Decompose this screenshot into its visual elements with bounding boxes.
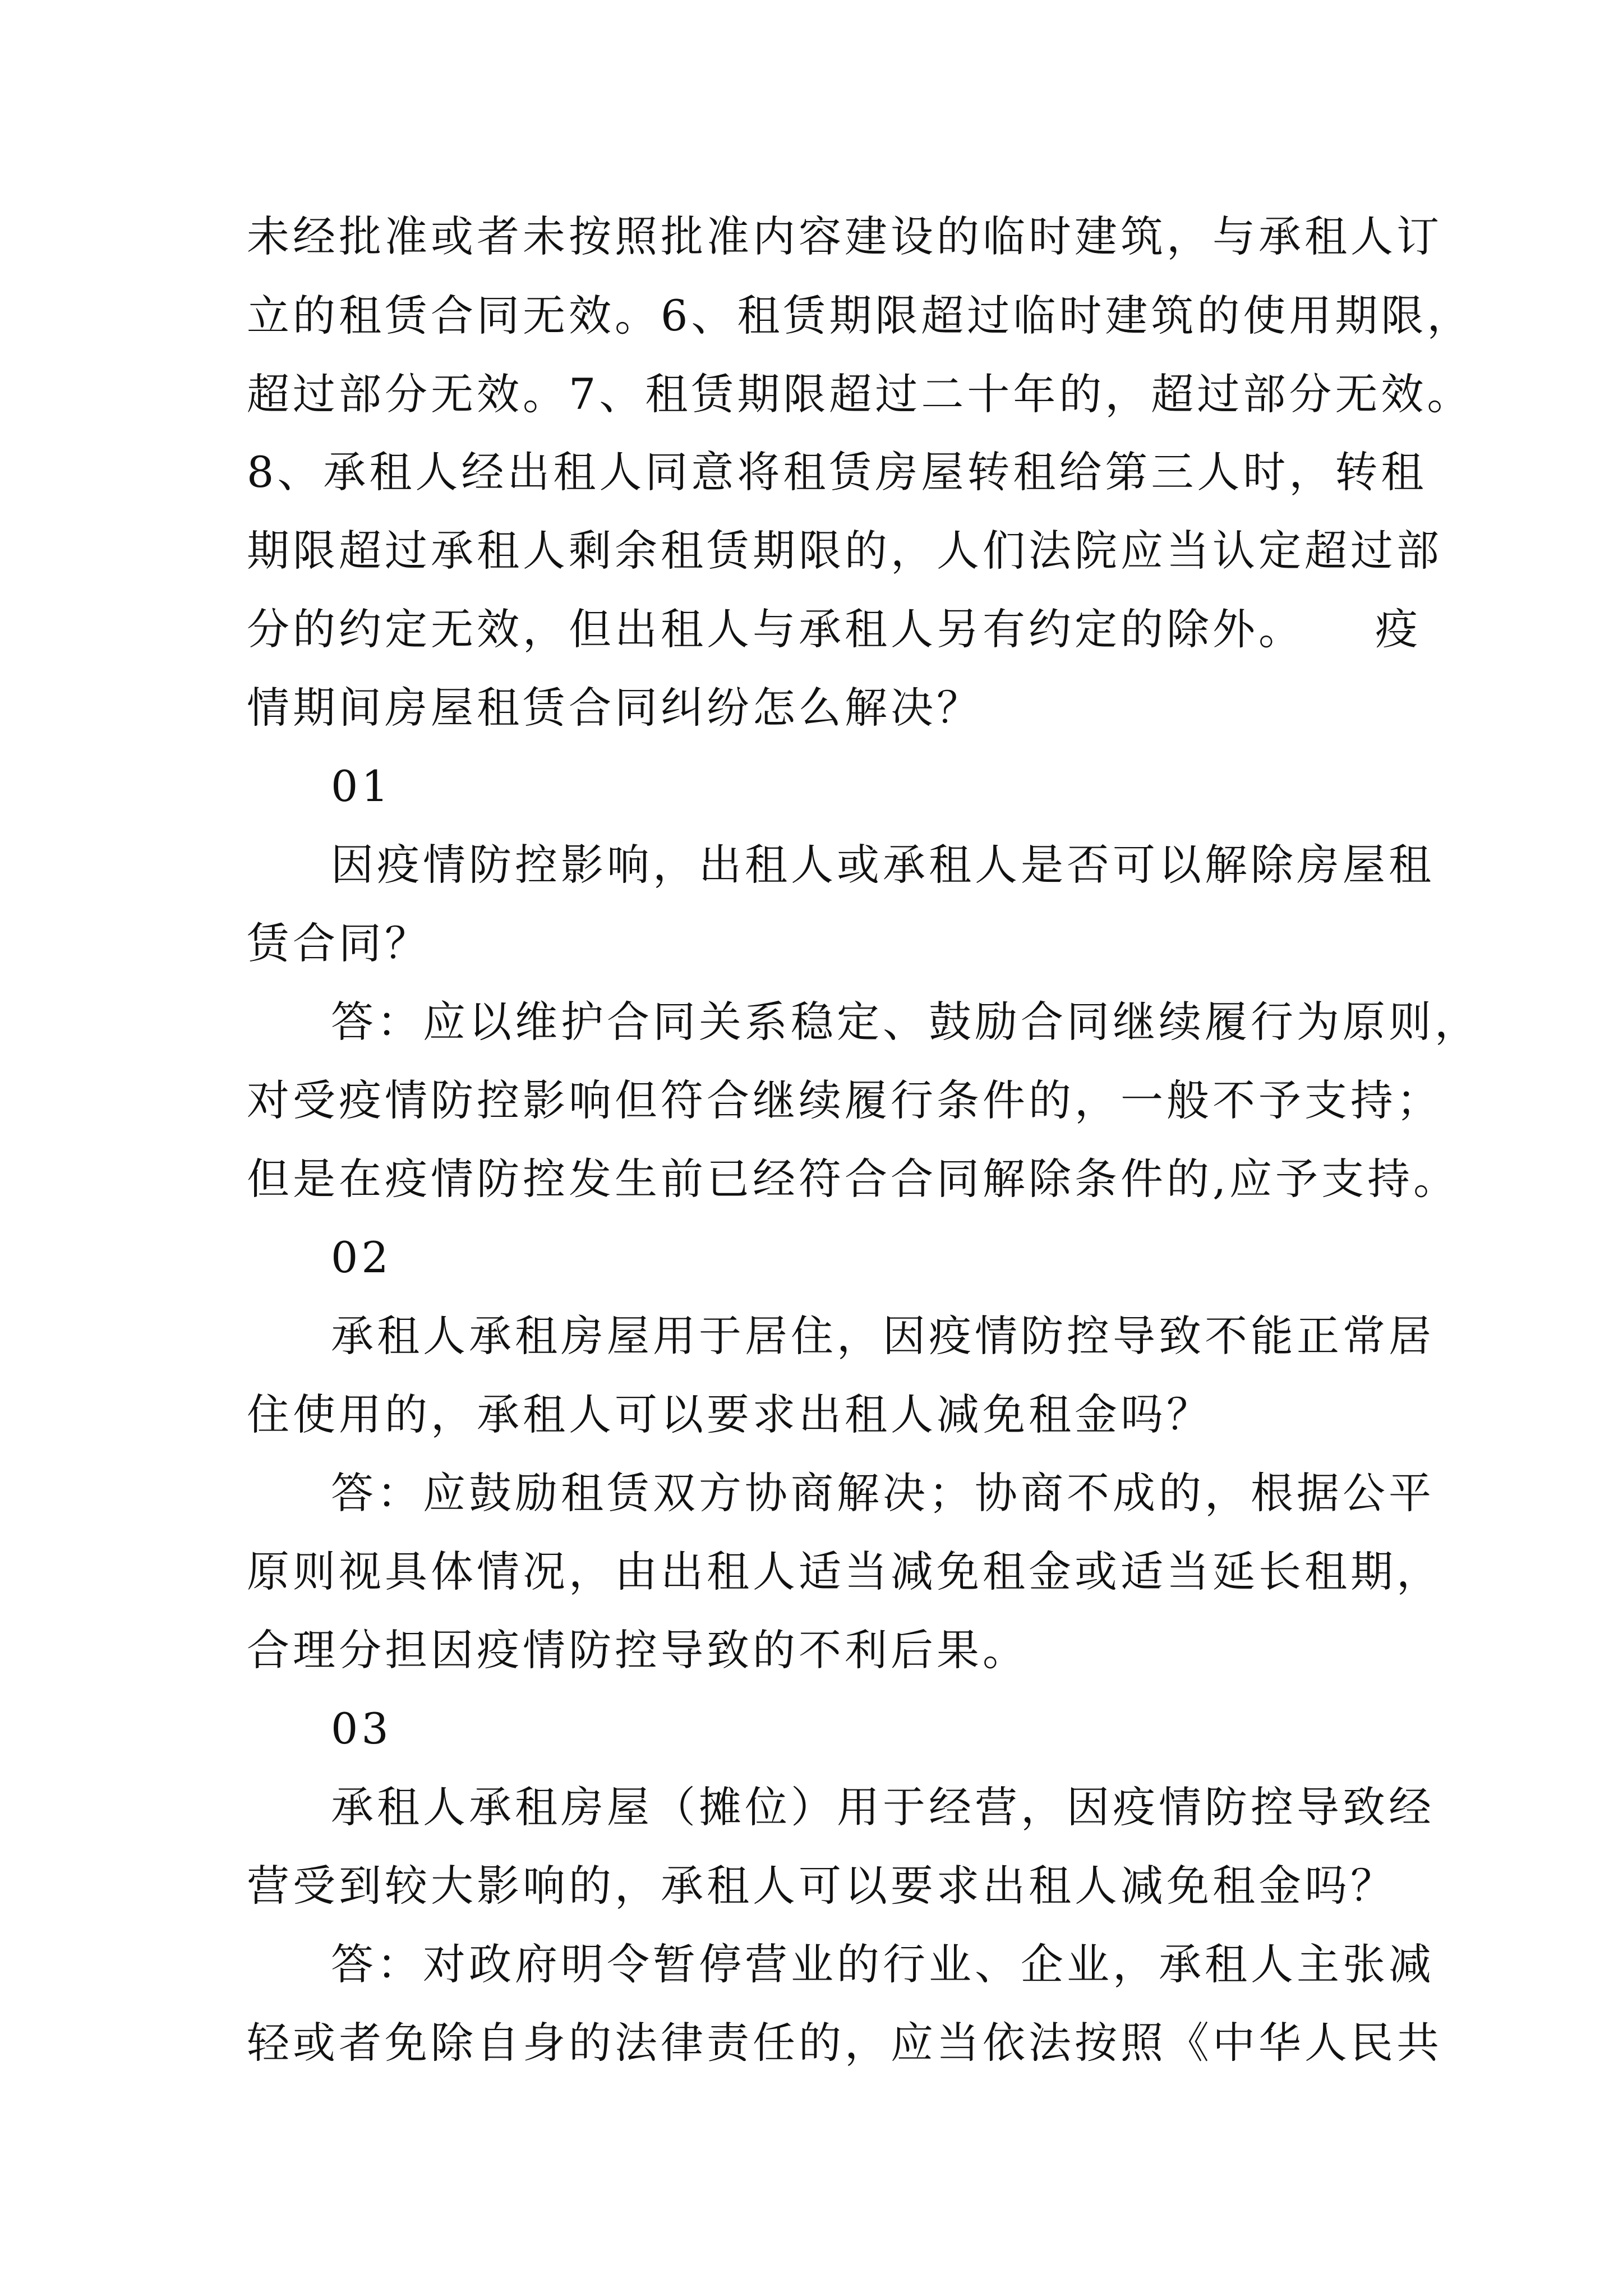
section-heading: 情期间房屋租赁合同纠纷怎么解决？ — [247, 683, 983, 733]
question-text: 承租人承租房屋（摊位）用于经营，因疫情防控导致经 — [331, 1782, 1435, 1832]
answer-text: 轻或者免除自身的法律责任的，应当依法按照《中华人民共 — [247, 2018, 1442, 2068]
question-number: 02 — [331, 1232, 392, 1282]
answer-text: 但是在疫情防控发生前已经符合合同解除条件的,应予支持。 — [247, 1154, 1460, 1204]
question-text: 住使用的，承租人可以要求出租人减免租金吗？ — [247, 1389, 1212, 1439]
question-text: 赁合同？ — [247, 918, 431, 968]
answer-text: 合理分担因疫情防控导致的不利后果。 — [247, 1625, 1029, 1675]
text-line: 未经批准或者未按照批准内容建设的临时建筑，与承租人订 — [247, 211, 1442, 261]
question-text: 营受到较大影响的，承租人可以要求出租人减免租金吗？ — [247, 1861, 1396, 1911]
question-number: 03 — [331, 1704, 392, 1754]
text-line: 超过部分无效。7、租赁期限超过二十年的，超过部分无效。 — [247, 369, 1473, 419]
answer-text: 对受疫情防控影响但符合继续履行条件的，一般不予支持； — [247, 1075, 1442, 1125]
text-line: 立的租赁合同无效。6、租赁期限超过临时建筑的使用期限， — [247, 291, 1473, 341]
question-number: 01 — [331, 761, 392, 811]
text-line: 期限超过承租人剩余租赁期限的，人们法院应当认定超过部 — [247, 526, 1442, 576]
answer-text: 答：对政府明令暂停营业的行业、企业，承租人主张减 — [331, 1939, 1435, 1989]
question-text: 承租人承租房屋用于居住，因疫情防控导致不能正常居 — [331, 1311, 1435, 1361]
text-line: 8、承租人经出租人同意将租赁房屋转租给第三人时，转租 — [247, 447, 1427, 497]
text-line: 分的约定无效，但出租人与承租人另有约定的除外。 疫 — [247, 604, 1421, 654]
answer-text: 答：应鼓励租赁双方协商解决；协商不成的，根据公平 — [331, 1468, 1435, 1518]
answer-text: 原则视具体情况，由出租人适当减免租金或适当延长租期， — [247, 1547, 1442, 1596]
answer-text: 答：应以维护合同关系稳定、鼓励合同继续履行为原则， — [331, 997, 1481, 1047]
question-text: 因疫情防控影响，出租人或承租人是否可以解除房屋租 — [331, 840, 1435, 890]
